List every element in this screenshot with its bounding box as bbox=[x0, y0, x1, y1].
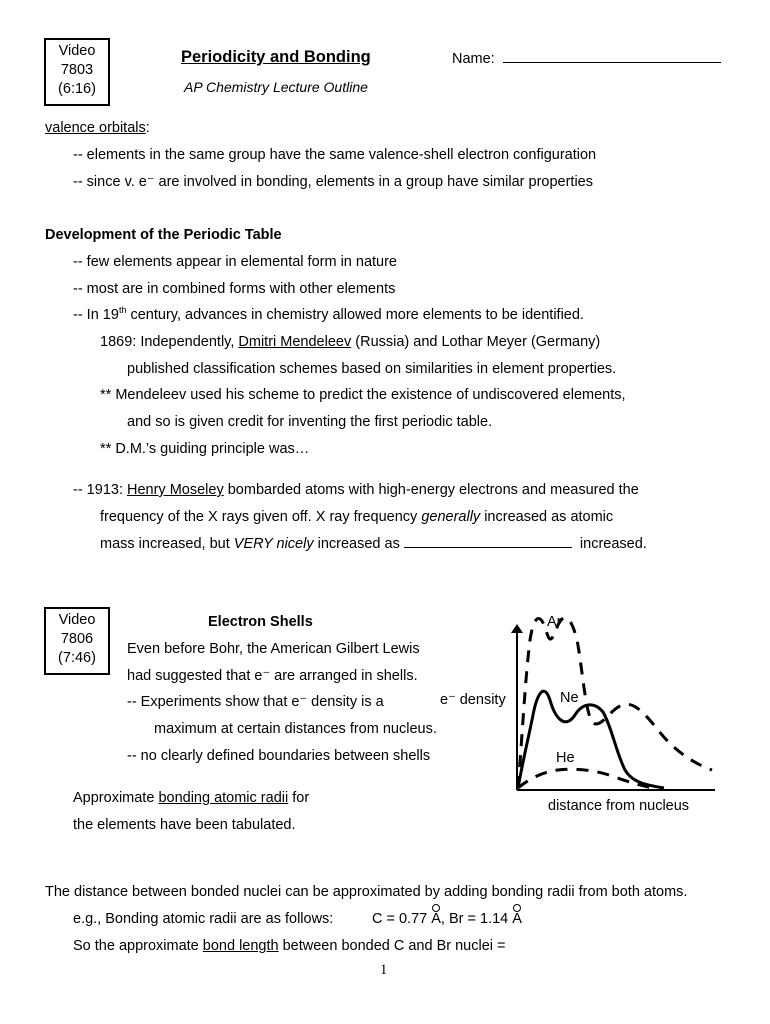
he-curve bbox=[518, 769, 652, 788]
development-heading: Development of the Periodic Table bbox=[45, 227, 282, 243]
video-box-7803 bbox=[44, 38, 110, 106]
label-ne: Ne bbox=[560, 690, 579, 706]
line10-b: increased as atomic bbox=[480, 509, 614, 525]
line4-b: (Russia) and Lothar Meyer (Germany) bbox=[351, 334, 601, 350]
video-number: 7806 bbox=[60, 631, 94, 647]
line11-b: increased as bbox=[313, 536, 404, 552]
line11-a: mass increased, but bbox=[100, 536, 234, 552]
shells-line-5: -- no clearly defined boundaries between shells bbox=[127, 748, 431, 764]
ne-curve bbox=[518, 691, 664, 788]
moseley-name: Henry Moseley bbox=[127, 482, 224, 498]
development-line-4 bbox=[100, 334, 600, 350]
valence-heading bbox=[45, 120, 150, 136]
bromine-radius: , Br = 1.14 bbox=[440, 911, 513, 927]
bond-length-term: bond length bbox=[202, 938, 279, 954]
line4-a: 1869: Independently, bbox=[100, 334, 239, 350]
video-label: Video bbox=[58, 43, 96, 59]
line11-c: increased. bbox=[575, 536, 647, 552]
development-line-8: ** D.M.’s guiding principle was… bbox=[100, 441, 310, 457]
radii-values bbox=[372, 911, 522, 927]
valence-line-2: -- since v. e⁻ are involved in bonding, elements in a group have similar properties bbox=[73, 174, 593, 190]
radii-term: bonding atomic radii bbox=[158, 790, 289, 806]
valence-heading-text: valence orbitals bbox=[45, 120, 146, 136]
development-line-6: ** Mendeleev used his scheme to predict the existence of undiscovered elements, bbox=[100, 387, 626, 403]
moseley-line-1 bbox=[73, 482, 639, 498]
y-axis-arrow bbox=[511, 624, 523, 633]
line11-em: VERY nicely bbox=[233, 536, 314, 552]
line9-b: bombarded atoms with high-energy electrons and measured the bbox=[223, 482, 639, 498]
radii-b: for bbox=[288, 790, 310, 806]
bottom-line-3 bbox=[73, 938, 506, 954]
name-field bbox=[452, 50, 721, 67]
line3-b: century, advances in chemistry allowed more elements to be identified. bbox=[126, 307, 584, 323]
label-he: He bbox=[556, 750, 575, 766]
page-number: 1 bbox=[380, 962, 388, 978]
bottom-line-1: The distance between bonded nuclei can be approximated by adding bonding radii from both atoms. bbox=[45, 884, 688, 900]
development-line-7: and so is given credit for inventing the first periodic table. bbox=[127, 414, 493, 430]
radii-line-1 bbox=[73, 790, 309, 806]
radii-line-2: the elements have been tabulated. bbox=[73, 817, 296, 833]
line10-em: generally bbox=[421, 509, 481, 525]
angstrom-symbol: A bbox=[512, 911, 522, 927]
graph-ylabel: e⁻ density bbox=[440, 692, 506, 708]
name-blank bbox=[503, 50, 721, 63]
shells-line-3: -- Experiments show that e⁻ density is a bbox=[127, 694, 384, 710]
video-box-7806 bbox=[44, 607, 110, 675]
shells-line-4: maximum at certain distances from nucleus. bbox=[154, 721, 437, 737]
video-number: 7803 bbox=[60, 62, 94, 78]
answer-blank bbox=[404, 535, 572, 548]
line3-a: So the approximate bbox=[73, 938, 203, 954]
shells-line-2: had suggested that e⁻ are arranged in shells. bbox=[127, 668, 418, 684]
page-subtitle: AP Chemistry Lecture Outline bbox=[184, 79, 368, 95]
development-line-5: published classification schemes based on similarities in element properties. bbox=[127, 361, 617, 377]
mendeleev-name: Dmitri Mendeleev bbox=[238, 334, 352, 350]
line9-a: -- 1913: bbox=[73, 482, 127, 498]
angstrom-symbol: A bbox=[431, 911, 441, 927]
video-label: Video bbox=[58, 612, 96, 628]
label-ar: Ar bbox=[547, 614, 562, 630]
bottom-line-2 bbox=[73, 911, 333, 927]
valence-heading-colon: : bbox=[145, 120, 150, 136]
shells-line-1: Even before Bohr, the American Gilbert Lewis bbox=[127, 641, 420, 657]
line3-a: -- In 19 bbox=[73, 307, 119, 323]
video-duration: (7:46) bbox=[58, 650, 96, 666]
ar-curve bbox=[518, 618, 712, 788]
moseley-line-2 bbox=[100, 509, 613, 525]
page-title: Periodicity and Bonding bbox=[181, 48, 371, 66]
video-duration: (6:16) bbox=[58, 81, 96, 97]
development-line-3 bbox=[73, 307, 584, 323]
line10-a: frequency of the X rays given off. X ray frequency bbox=[100, 509, 422, 525]
line3-sup: th bbox=[118, 305, 127, 315]
graph-xlabel: distance from nucleus bbox=[548, 798, 690, 814]
valence-line-1: -- elements in the same group have the same valence-shell electron configuration bbox=[73, 147, 597, 163]
radii-a: Approximate bbox=[73, 790, 159, 806]
moseley-line-3 bbox=[100, 535, 647, 552]
name-label: Name: bbox=[452, 51, 495, 67]
carbon-radius: C = 0.77 bbox=[372, 911, 432, 927]
development-line-1: -- few elements appear in elemental form in nature bbox=[73, 254, 397, 270]
line3-b: between bonded C and Br nuclei = bbox=[278, 938, 506, 954]
radii-example-label: e.g., Bonding atomic radii are as follows: bbox=[73, 911, 334, 927]
shells-heading: Electron Shells bbox=[208, 614, 313, 630]
development-line-2: -- most are in combined forms with other elements bbox=[73, 281, 396, 297]
